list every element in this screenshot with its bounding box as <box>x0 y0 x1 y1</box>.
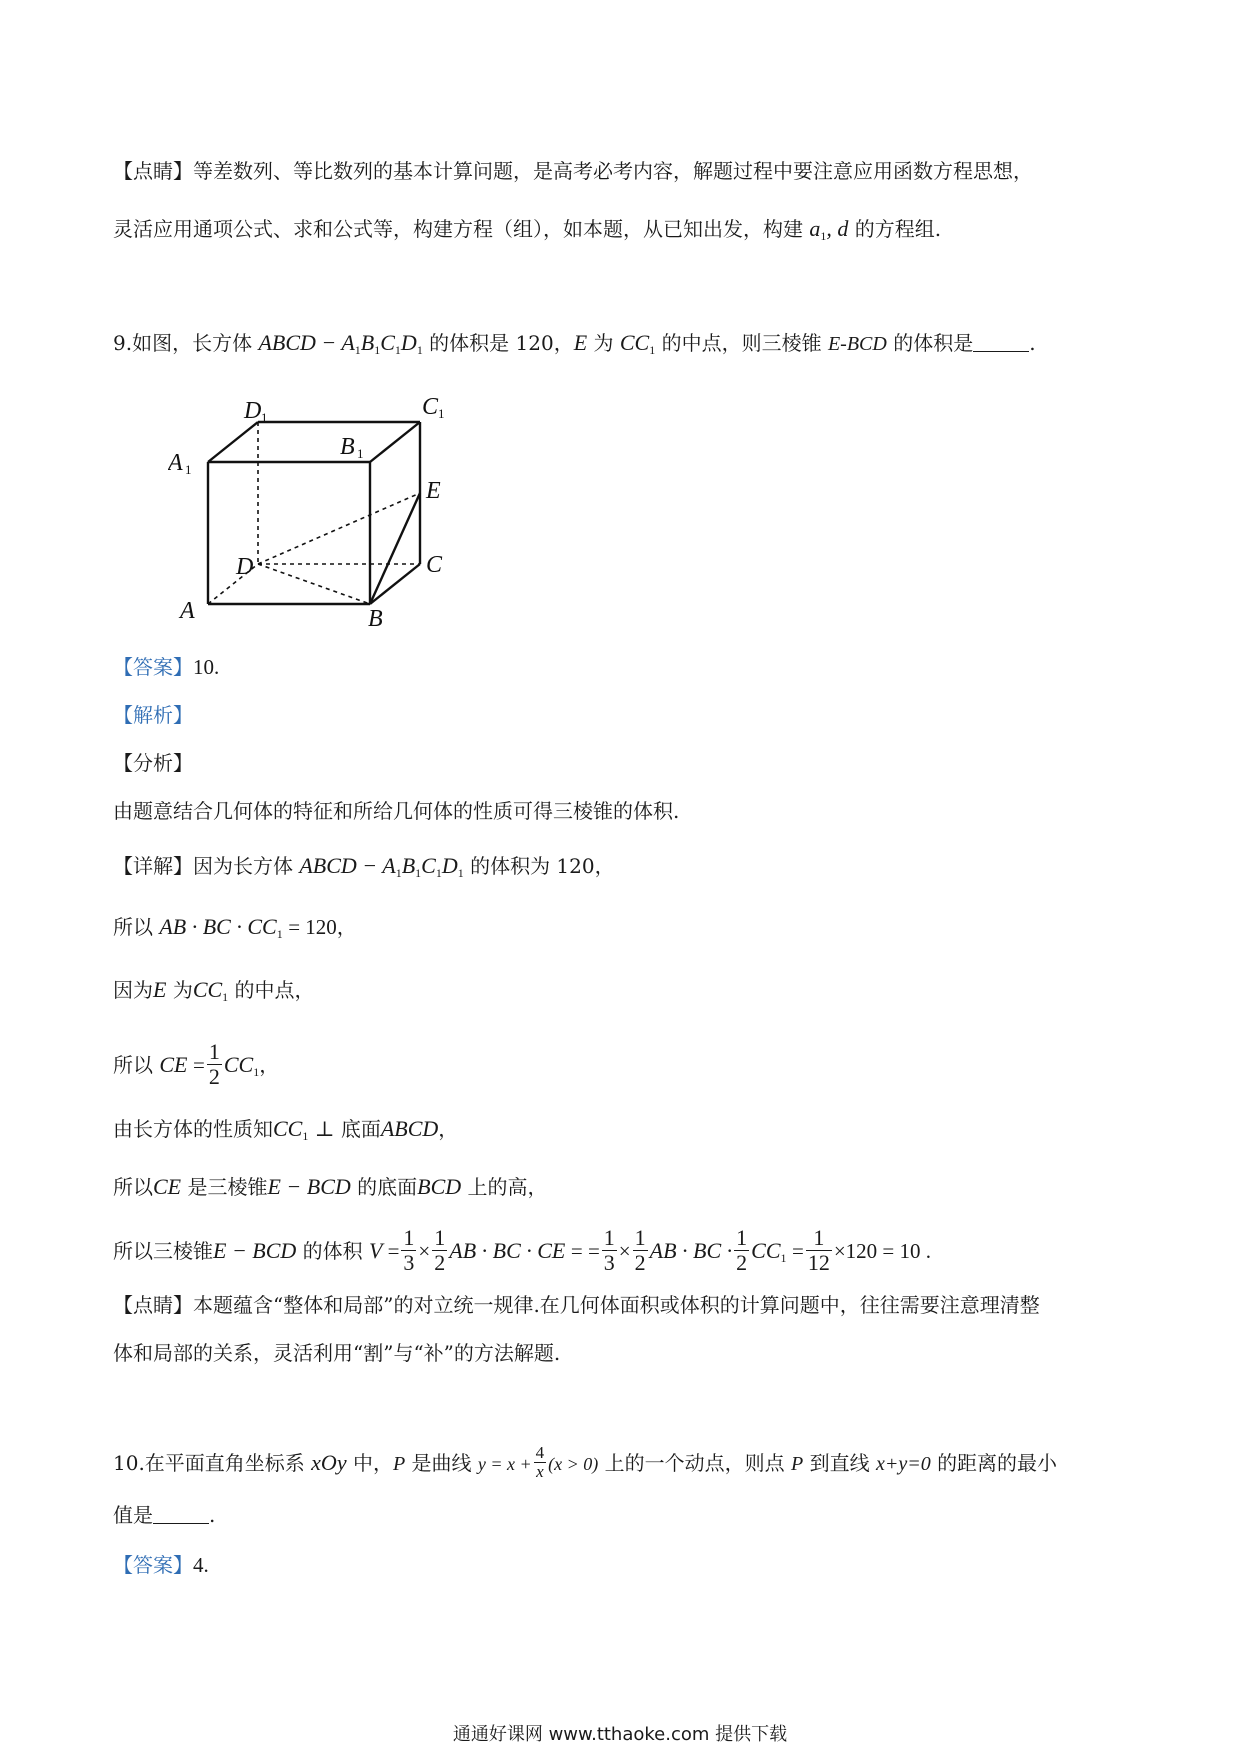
math-domain: (x > 0) <box>548 1454 599 1474</box>
detail-text: 由长方体的性质知 <box>113 1117 273 1141</box>
math-CC1: $CC_1$ <box>192 977 229 1004</box>
question-text: . <box>209 1503 216 1527</box>
detail-text: 的体积为 120， <box>470 854 615 878</box>
detail-text: 所以 <box>113 1175 153 1199</box>
answer-tag: 【答案】 <box>113 655 193 679</box>
note-text: 等差数列、等比数列的基本计算问题，是高考必考内容，解题过程中要注意应用函数方程思想， <box>193 159 1033 183</box>
detail-text: 的底面 <box>357 1175 418 1199</box>
analysis-heading <box>113 700 193 730</box>
fraction-4-over-x: $\frac{4}{x}$ <box>535 1443 545 1481</box>
detail-text: 所以 <box>113 1053 153 1077</box>
math-ABCD: ABCD <box>380 1116 439 1141</box>
math-CC1: $CC_1$ <box>223 1052 260 1079</box>
question-text: 是曲线 <box>411 1451 472 1475</box>
label-B1: B <box>340 434 355 460</box>
note-text: 体和局部的关系，灵活利用“割”与“补”的方法解题. <box>113 1341 561 1365</box>
note-text: 灵活应用通项公式、求和公式等，构建方程（组），如本题，从已知出发，构建 <box>113 217 803 241</box>
detail-text: 所以 <box>113 915 153 939</box>
label-C1: C <box>422 394 439 420</box>
note-tag: 【点睛】 <box>113 159 193 183</box>
question-text: 的体积是 <box>893 331 974 355</box>
answer-9 <box>113 652 219 682</box>
question-text: 上的一个动点，则点 <box>604 1451 785 1475</box>
detail-text: ， <box>438 1117 459 1141</box>
detail-text: 因为 <box>113 978 153 1002</box>
math-E: E <box>573 330 588 355</box>
perpendicular-symbol: ⊥ <box>314 1117 335 1141</box>
label-C1-sub: 1 <box>438 406 445 421</box>
answer-blank <box>153 1505 209 1524</box>
detail-line-7: 所以三棱锥E − BCD 的体积 V = $\frac{1}{3}$ × $\frac{1}{2}$ AB · BC · CE = = $\frac{1}{3}$ × $\frac{1}{2}$ AB · BC · $\frac{1}{2}$ $CC_1$ = $\frac{1}{12}$ ×120 = 10 . <box>113 1225 932 1275</box>
answer-value: 4. <box>193 1553 209 1577</box>
question-number: 9.如图，长方体 <box>113 331 253 355</box>
note-paragraph-1-line2 <box>113 214 941 251</box>
fraction-one-half: $\frac{1}{2}$ <box>634 1225 646 1275</box>
label-A: A <box>180 598 195 624</box>
fraction-one-twelfth: $\frac{1}{12}$ <box>807 1225 830 1275</box>
question-text: 的中点，则三棱锥 <box>661 331 822 355</box>
fenxi-content: 由题意结合几何体的特征和所给几何体的性质可得三棱锥的体积. <box>113 799 680 823</box>
fraction-one-half: $\frac{1}{2}$ <box>208 1039 220 1089</box>
math-E-BCD: E − BCD <box>213 1238 297 1263</box>
question-text: 的体积是 120， <box>429 331 574 355</box>
math-product: AB · BC · $CC_1 = 120$ <box>159 914 337 941</box>
label-B1-sub: 1 <box>357 446 364 461</box>
question-text: 到直线 <box>809 1451 870 1475</box>
math-CE: CE = <box>159 1052 205 1077</box>
detail-text: 的体积 <box>302 1239 363 1263</box>
detail-text: 为 <box>172 978 193 1002</box>
fraction-one-half: $\frac{1}{2}$ <box>736 1225 748 1275</box>
detail-text: 是三棱锥 <box>187 1175 268 1199</box>
label-D: D <box>236 554 254 580</box>
detail-text: ， <box>336 915 357 939</box>
detail-text: ， <box>259 1053 280 1077</box>
label-E: E <box>426 478 441 504</box>
detail-line-5 <box>113 1114 458 1151</box>
detail-text: 上的高， <box>467 1175 548 1199</box>
math-volume-formula: V = <box>369 1238 400 1263</box>
answer-blank <box>973 333 1029 352</box>
math-CE: CE <box>153 1174 182 1199</box>
detail-text: 因为长方体 <box>193 854 293 878</box>
detail-text: 的中点， <box>234 978 315 1002</box>
math-cuboid: ABCD − $A_1B_1C_1D_1$ <box>258 330 423 357</box>
fenxi-tag: 【分析】 <box>113 751 193 775</box>
analysis-tag: 【解析】 <box>113 703 193 727</box>
math-pyramid: E-BCD <box>827 333 887 355</box>
question-10-line2 <box>113 1500 215 1530</box>
math-cuboid: ABCD − $A_1B_1C_1D_1$ <box>299 853 464 880</box>
question-text: 的距离的最小 <box>937 1451 1058 1475</box>
question-text: . <box>1029 331 1036 355</box>
question-text: 中， <box>352 1451 393 1475</box>
note-paragraph-2 <box>113 1290 1040 1320</box>
note-text: 的方程组. <box>854 217 942 241</box>
detail-line-6 <box>113 1172 548 1202</box>
math-E-BCD: E − BCD <box>267 1174 351 1199</box>
question-10 <box>113 1443 1058 1483</box>
note-tag: 【点睛】 <box>113 1293 193 1317</box>
math-curve: y = x + <box>477 1454 532 1474</box>
question-text: 值是 <box>113 1503 153 1527</box>
fenxi-text <box>113 796 679 826</box>
math-CC1: $CC_1$ <box>273 1116 309 1143</box>
fenxi-heading <box>113 748 193 778</box>
answer-tag: 【答案】 <box>113 1553 193 1577</box>
label-A1-sub: 1 <box>185 462 192 477</box>
math-BCD: BCD <box>417 1174 462 1199</box>
label-B: B <box>368 606 383 628</box>
cuboid-figure <box>168 388 468 628</box>
math-line-eq: x+y=0 <box>875 1453 931 1475</box>
note-text: 本题蕴含“整体和局部”的对立统一规律.在几何体面积或体积的计算问题中，往往需要注意理清整 <box>193 1293 1040 1317</box>
note-paragraph-1 <box>113 156 1033 186</box>
detail-line-1 <box>113 851 615 888</box>
question-9 <box>113 328 1036 365</box>
detail-line-2 <box>113 912 357 949</box>
answer-10 <box>113 1550 209 1580</box>
question-text: 为 <box>593 331 614 355</box>
label-D1-sub: 1 <box>261 410 268 425</box>
fraction-one-third: $\frac{1}{3}$ <box>603 1225 615 1275</box>
math-P: P <box>392 1453 406 1475</box>
detail-line-4 <box>113 1039 280 1091</box>
question-text: 10.在平面直角坐标系 <box>113 1451 305 1475</box>
math-E: E <box>153 977 167 1002</box>
math-xOy: xOy <box>311 1450 347 1475</box>
label-A1: A <box>168 450 183 476</box>
detail-text: 底面 <box>340 1117 381 1141</box>
math-P: P <box>791 1453 804 1475</box>
answer-value: 10. <box>193 655 220 679</box>
note-paragraph-2-line2 <box>113 1338 560 1368</box>
fraction-one-half: $\frac{1}{2}$ <box>434 1225 446 1275</box>
label-D1: D <box>244 398 262 424</box>
detail-text: 所以三棱锥 <box>113 1239 213 1263</box>
detail-tag: 【详解】 <box>113 854 193 878</box>
math-CC1: $CC_1$ <box>619 330 656 357</box>
fraction-one-third: $\frac{1}{3}$ <box>403 1225 415 1275</box>
detail-line-3 <box>113 975 315 1012</box>
page-footer: 通通好课网 www.tthaoke.com 提供下载 <box>452 1724 788 1745</box>
label-C: C <box>426 552 443 578</box>
math-a1-d: $a_1$, d <box>809 216 849 243</box>
